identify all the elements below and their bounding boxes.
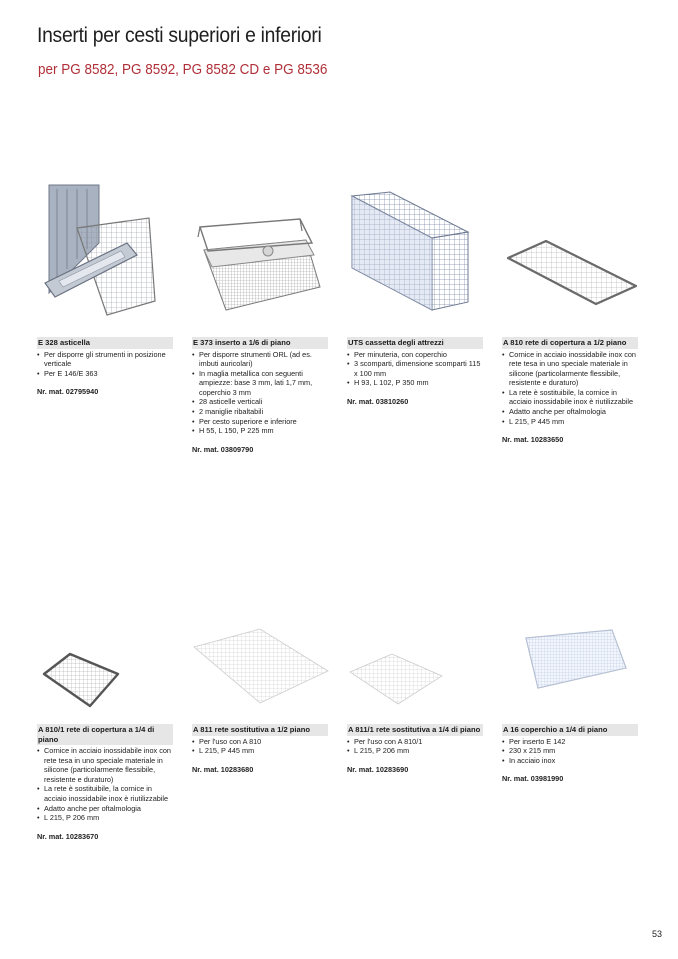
product-features <box>502 737 638 766</box>
feature-item: • 28 asticelle verticali <box>192 397 328 407</box>
product-features <box>347 350 483 388</box>
feature-item: • Per l'uso con A 810/1 <box>347 737 483 747</box>
product-features <box>347 737 483 756</box>
product-title: A 811/1 rete sostitutiva a 1/4 di piano <box>347 724 483 736</box>
ent-insert-image <box>196 215 332 320</box>
product-features <box>192 350 328 436</box>
page-number: 53 <box>651 929 662 939</box>
feature-item: • La rete è sostituibile, la cornice in acciaio inossidabile inox è riutilizzabile <box>502 388 638 407</box>
product-e328 <box>37 337 173 396</box>
page-subtitle: per PG 8582, PG 8592, PG 8582 CD e PG 8536 <box>38 62 328 78</box>
product-features <box>192 737 328 756</box>
product-title: A 810 rete di copertura a 1/2 piano <box>502 337 638 349</box>
page-title: Inserti per cesti superiori e inferiori <box>37 24 322 47</box>
material-number: Nr. mat. 03809790 <box>192 444 254 454</box>
feature-item: • In maglia metallica con seguenti ampiezze: base 3 mm, lati 1,7 mm, coperchio 3 mm <box>192 369 328 398</box>
feature-item: • 2 maniglie ribaltabili <box>192 407 328 417</box>
product-features <box>37 746 173 823</box>
feature-item: • L 215, P 445 mm <box>502 417 638 427</box>
feature-item: • In acciaio inox <box>502 756 638 766</box>
material-number: Nr. mat. 10283670 <box>37 831 99 841</box>
feature-item: • Adatto anche per oftalmologia <box>502 407 638 417</box>
feature-item: • H 93, L 102, P 350 mm <box>347 378 483 388</box>
feature-item: • La rete è sostituibile, la cornice in acciaio inossidabile inox è riutilizzabile <box>37 784 173 803</box>
feature-item: • L 215, P 206 mm <box>347 746 483 756</box>
feature-item: • H 55, L 150, P 225 mm <box>192 426 328 436</box>
product-e373 <box>192 337 328 454</box>
product-features <box>37 350 173 379</box>
feature-item: • Cornice in acciaio inossidabile inox con rete tesa in uno speciale materiale in silicone (particolarmente flessibile, resistente e duraturo) <box>37 746 173 784</box>
feature-item: • Per minuteria, con coperchio <box>347 350 483 360</box>
feature-item: • Per E 146/E 363 <box>37 369 173 379</box>
feature-item: • Per disporre strumenti ORL (ad es. imbuti auricolari) <box>192 350 328 369</box>
replacement-net-half-image <box>190 625 332 707</box>
product-title: A 16 coperchio a 1/4 di piano <box>502 724 638 736</box>
product-a810-1 <box>37 724 173 841</box>
instrument-rack-image <box>37 183 157 323</box>
product-a811-1 <box>347 724 483 774</box>
product-a810 <box>502 337 638 444</box>
material-number: Nr. mat. 10283680 <box>192 764 254 774</box>
feature-item: • Adatto anche per oftalmologia <box>37 804 173 814</box>
material-number: Nr. mat. 02795940 <box>37 387 99 397</box>
product-title: E 328 asticella <box>37 337 173 349</box>
material-number: Nr. mat. 03810260 <box>347 396 409 406</box>
product-title: A 811 rete sostitutiva a 1/2 piano <box>192 724 328 736</box>
cover-net-half-image <box>502 238 640 308</box>
material-number: Nr. mat. 10283650 <box>502 435 564 445</box>
lid-quarter-image <box>518 628 630 694</box>
product-title: E 373 inserto a 1/6 di piano <box>192 337 328 349</box>
tool-box-image <box>350 190 472 320</box>
feature-item: • Per inserto E 142 <box>502 737 638 747</box>
cover-net-quarter-image <box>40 652 122 710</box>
material-number: Nr. mat. 10283690 <box>347 764 409 774</box>
feature-item: • Per cesto superiore e inferiore <box>192 417 328 427</box>
feature-item: • 230 x 215 mm <box>502 746 638 756</box>
product-title: A 810/1 rete di copertura a 1/4 di piano <box>37 724 173 745</box>
material-number: Nr. mat. 03981990 <box>502 774 564 784</box>
product-uts <box>347 337 483 406</box>
feature-item: • Per l'uso con A 810 <box>192 737 328 747</box>
product-a16 <box>502 724 638 783</box>
replacement-net-quarter-image <box>346 650 446 708</box>
product-title: UTS cassetta degli attrezzi <box>347 337 483 349</box>
feature-item: • 3 scomparti, dimensione scomparti 115 x 100 mm <box>347 359 483 378</box>
feature-item: • L 215, P 206 mm <box>37 813 173 823</box>
feature-item: • Per disporre gli strumenti in posizione verticale <box>37 350 173 369</box>
product-a811 <box>192 724 328 774</box>
product-features <box>502 350 638 427</box>
feature-item: • Cornice in acciaio inossidabile inox con rete tesa in uno speciale materiale in silicone (particolarmente flessibile, resistente e duraturo) <box>502 350 638 388</box>
feature-item: • L 215, P 445 mm <box>192 746 328 756</box>
